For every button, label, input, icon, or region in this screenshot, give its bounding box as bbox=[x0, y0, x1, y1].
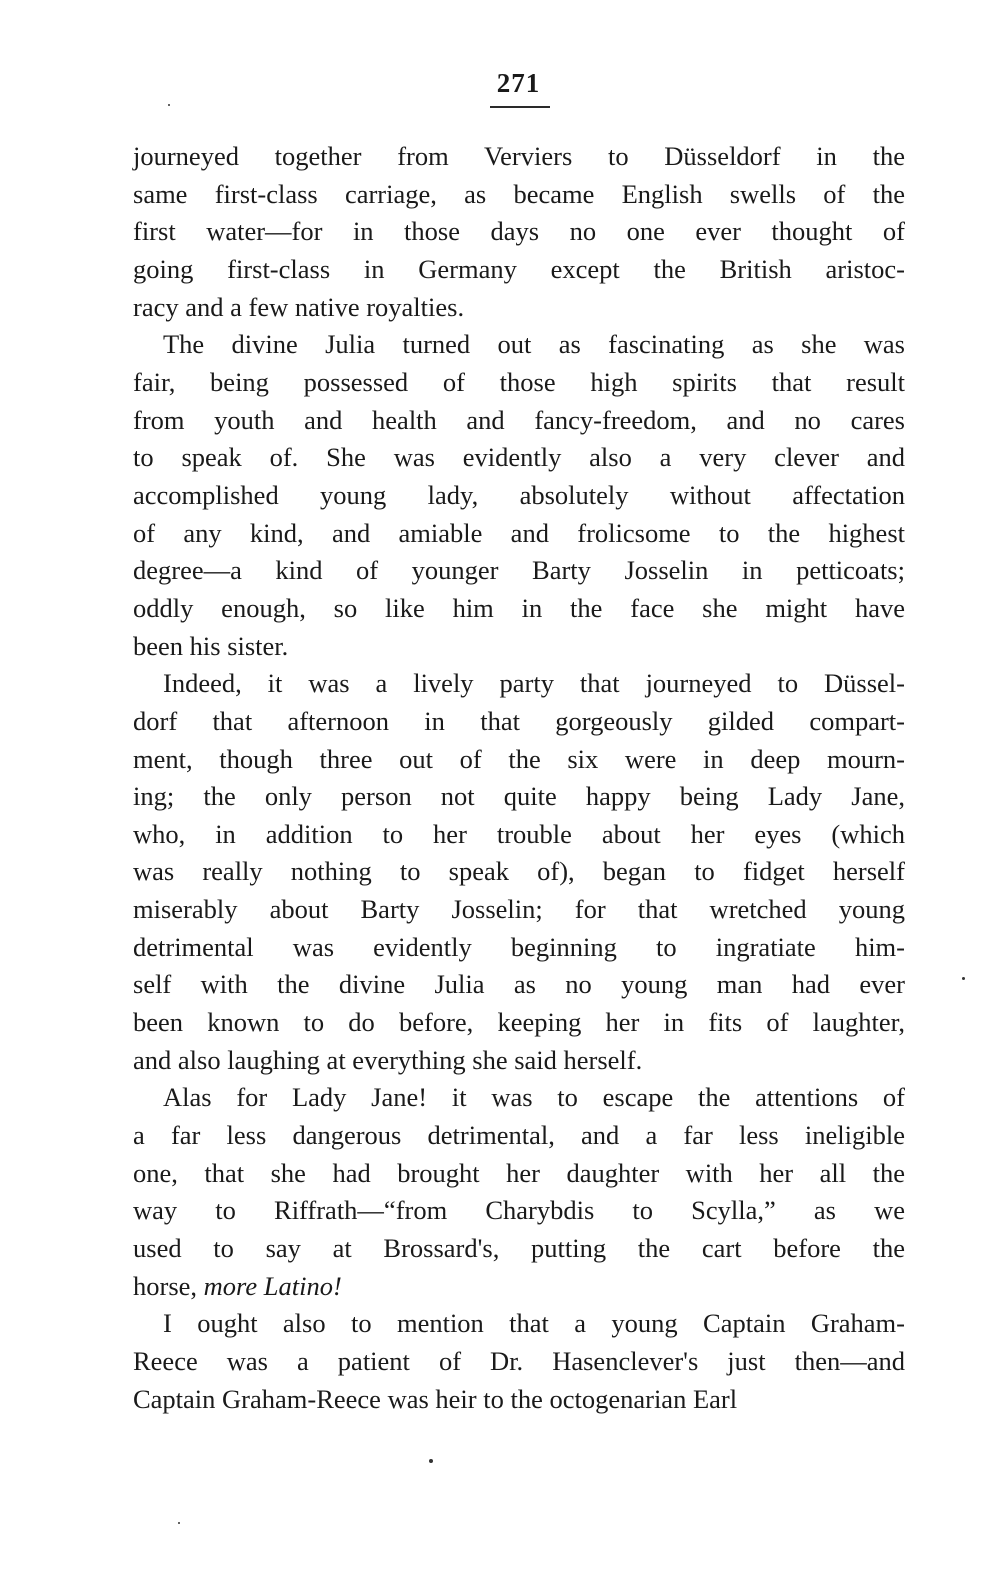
text-line-main: horse, bbox=[133, 1270, 204, 1301]
text-line: was really nothing to speak of), began to fidget herself bbox=[133, 856, 905, 887]
header-rule bbox=[490, 106, 550, 108]
text-line: ment, though three out of the six were in deep mourn- bbox=[133, 743, 905, 774]
text-line: I ought also to mention that a young Captain Graham- bbox=[163, 1308, 905, 1339]
text-line: degree—a kind of younger Barty Josselin in petticoats; bbox=[133, 555, 905, 586]
page-number: 271 bbox=[496, 68, 541, 98]
text-line: accomplished young lady, absolutely without affectation bbox=[133, 479, 905, 510]
text-line: dorf that afternoon in that gorgeously gilded compart- bbox=[133, 705, 905, 736]
paragraph bbox=[133, 665, 905, 1079]
text-line: who, in addition to her trouble about her eyes (which bbox=[133, 818, 905, 849]
italic-phrase: more Latino! bbox=[203, 1270, 342, 1301]
text-line: and also laughing at everything she said herself. bbox=[133, 1044, 643, 1075]
text-line: one, that she had brought her daughter with her all the bbox=[133, 1157, 905, 1188]
text-line: been his sister. bbox=[133, 630, 289, 661]
paragraph bbox=[133, 1305, 905, 1418]
print-speck bbox=[429, 1459, 433, 1463]
print-speck bbox=[962, 977, 965, 980]
text-line: self with the divine Julia as no young man had ever bbox=[133, 969, 905, 1000]
text-line: going first-class in Germany except the British aristoc- bbox=[133, 253, 905, 284]
text-line: journeyed together from Verviers to Düsseldorf in the bbox=[133, 141, 905, 171]
text-line: miserably about Barty Josselin; for that wretched young bbox=[133, 894, 905, 925]
text-line: Reece was a patient of Dr. Hasenclever's just then—and bbox=[133, 1346, 905, 1376]
print-speck bbox=[168, 104, 170, 106]
print-speck bbox=[178, 1522, 180, 1524]
text-line: from youth and health and fancy-freedom, and no cares bbox=[133, 404, 905, 435]
text-line bbox=[133, 1268, 905, 1306]
text-line: racy and a few native royalties. bbox=[133, 291, 465, 322]
text-line: Alas for Lady Jane! it was to escape the attentions of bbox=[163, 1082, 905, 1113]
text-line: Captain Graham-Reece was heir to the octogenarian Earl bbox=[133, 1383, 738, 1414]
text-line: The divine Julia turned out as fascinating as she was bbox=[163, 329, 905, 360]
text-line: oddly enough, so like him in the face she might have bbox=[133, 592, 905, 623]
text-line: ing; the only person not quite happy being Lady Jane, bbox=[133, 781, 905, 812]
text-line: fair, being possessed of those high spirits that result bbox=[133, 366, 905, 397]
text-line: used to say at Brossard's, putting the cart before the bbox=[133, 1233, 905, 1264]
text-line: been known to do before, keeping her in fits of laughter, bbox=[133, 1007, 905, 1038]
text-line: to speak of. She was evidently also a very clever and bbox=[133, 442, 905, 473]
text-line: detrimental was evidently beginning to ingratiate him- bbox=[133, 931, 905, 962]
text-line: way to Riffrath—“from Charybdis to Scylla,” as we bbox=[133, 1195, 905, 1226]
text-line: a far less dangerous detrimental, and a far less ineligible bbox=[133, 1120, 905, 1151]
paragraph bbox=[133, 326, 905, 665]
text-line: of any kind, and amiable and frolicsome to the highest bbox=[133, 517, 905, 548]
text-line: same first-class carriage, as became English swells of the bbox=[133, 178, 905, 209]
paragraph bbox=[133, 1079, 905, 1305]
paragraph bbox=[133, 138, 905, 326]
text-line: Indeed, it was a lively party that journeyed to Düssel- bbox=[163, 668, 905, 699]
text-line: first water—for in those days no one ever thought of bbox=[133, 216, 905, 247]
body-text bbox=[133, 138, 905, 1418]
